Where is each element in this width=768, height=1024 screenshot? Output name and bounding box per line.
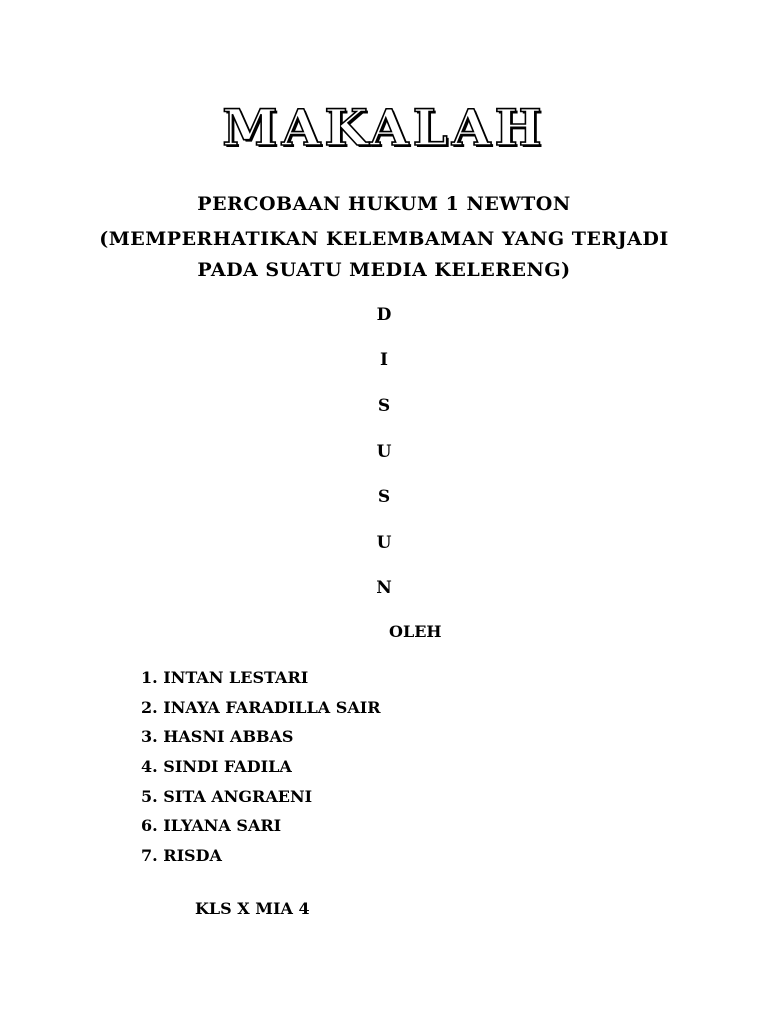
disusun-letter: D — [376, 305, 392, 325]
disusun-letter: S — [377, 487, 391, 507]
subtitle-line-3: PADA SUATU MEDIA KELERENG) — [197, 259, 571, 281]
page-title: MAKALAH — [222, 98, 546, 157]
list-item: 4. SINDI FADILA — [141, 757, 292, 777]
member-list — [141, 663, 381, 871]
list-item: 7. RISDA — [141, 846, 222, 866]
list-item: 2. INAYA FARADILLA SAIR — [141, 697, 381, 717]
class-label: KLS X MIA 4 — [195, 899, 310, 918]
disusun-letter: U — [376, 442, 392, 462]
disusun-letter: I — [380, 350, 388, 370]
disusun-letter: S — [377, 396, 391, 416]
disusun-letter: U — [376, 533, 392, 553]
list-item: 3. HASNI ABBAS — [141, 727, 294, 747]
list-item: 5. SITA ANGRAENI — [141, 786, 313, 806]
disusun-letter: N — [376, 578, 392, 598]
subtitle-line-2: (MEMPERHATIKAN KELEMBAMAN YANG TERJADI — [99, 228, 669, 250]
list-item: 1. INTAN LESTARI — [141, 668, 309, 687]
subtitle-line-1: PERCOBAAN HUKUM 1 NEWTON — [197, 193, 571, 215]
oleh-label: OLEH — [389, 622, 442, 641]
list-item: 6. ILYANA SARI — [141, 816, 282, 836]
